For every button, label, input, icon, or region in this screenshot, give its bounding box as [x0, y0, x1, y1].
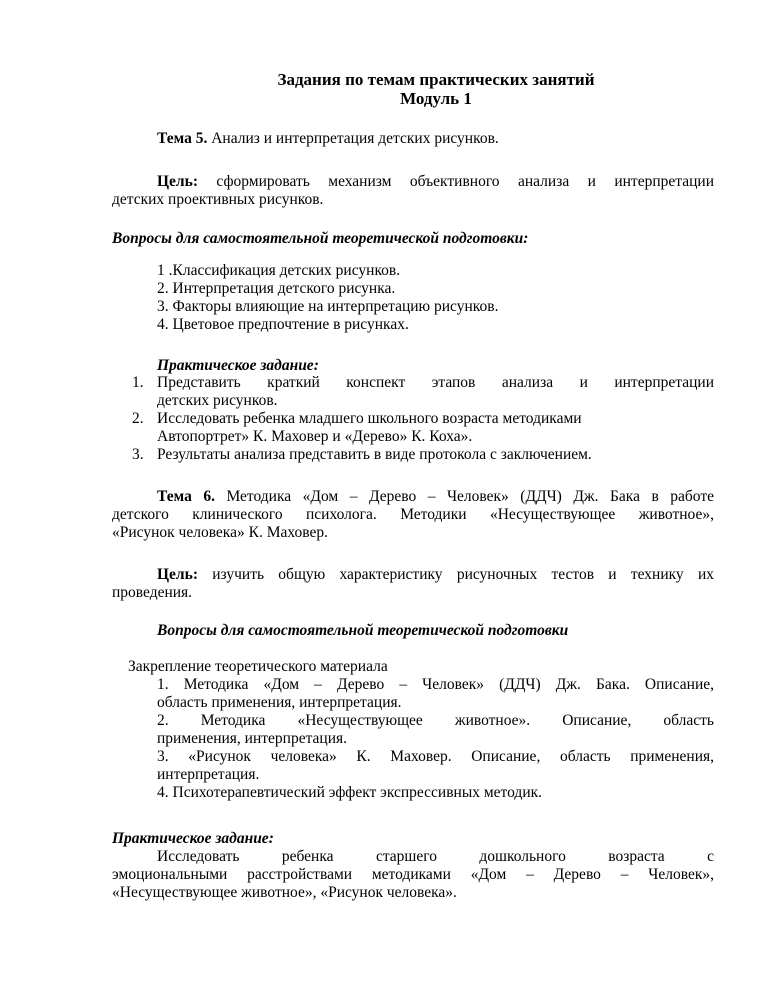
list-number: 1. — [132, 374, 144, 391]
topic6-goal-line2: проведения. — [112, 584, 193, 601]
topic5-goal-line2: детских проективных рисунков. — [112, 191, 324, 208]
topic6-text: Методика «Дом – Дерево – Человек» (ДДЧ) Дж. Бака в работе — [214, 488, 714, 505]
list-item: 2. Методика «Несуществующее животное». Описание, область — [157, 712, 714, 729]
page-subtitle: Модуль 1 — [400, 89, 472, 108]
topic5-heading — [157, 130, 717, 148]
list-item: 2. Интерпретация детского рисунка. — [157, 280, 396, 297]
topic6-heading — [112, 488, 714, 542]
topic5-goal — [112, 173, 714, 209]
list-item: область применения, интерпретация. — [157, 694, 402, 711]
list-item — [112, 446, 714, 464]
list-item — [112, 374, 714, 410]
list-item: 1 .Классификация детских рисунков. — [157, 262, 401, 279]
topic6-questions-heading: Вопросы для самостоятельной теоретической подготовки — [157, 622, 569, 639]
list-item-line: Исследовать ребенка младшего школьного возраста методиками — [157, 410, 582, 427]
topic5-label: Тема 5. — [157, 130, 208, 147]
list-item-line: Результаты анализа представить в виде протокола с заключением. — [157, 446, 592, 463]
topic5-questions-heading: Вопросы для самостоятельной теоретической подготовки: — [112, 230, 529, 247]
topic5-text: Анализ и интерпретация детских рисунков. — [207, 130, 499, 147]
topic5-goal-text: сформировать механизм объективного анализа и интерпретации — [198, 173, 714, 190]
list-item-line: детских рисунков. — [157, 392, 278, 409]
list-item: применения, интерпретация. — [157, 730, 348, 747]
list-item: 3. «Рисунок человека» К. Маховер. Описание, область применения, — [157, 748, 714, 765]
topic6-line1 — [112, 488, 714, 506]
list-item: 4. Цветовое предпочтение в рисунках. — [157, 316, 409, 333]
list-item: интерпретация. — [157, 766, 260, 783]
topic6-practical-heading: Практическое задание: — [112, 830, 274, 847]
topic5-goal-line1 — [112, 173, 714, 191]
topic6-items — [157, 676, 714, 802]
topic6-goal-label: Цель: — [157, 566, 198, 583]
list-item-line: Автопортрет» К. Маховер и «Дерево» К. Коха». — [157, 428, 473, 445]
list-item — [112, 410, 714, 446]
list-item: 3. Факторы влияющие на интерпретацию рисунков. — [157, 298, 499, 315]
list-item-line: Представить краткий конспект этапов анализа и интерпретации — [157, 374, 714, 391]
topic6-consolidation: Закрепление теоретического материала — [128, 658, 388, 675]
topic5-goal-label: Цель: — [157, 173, 198, 190]
topic5-practical-list — [112, 374, 714, 464]
topic6-line2: детского клинического психолога. Методики «Несуществующее животное», — [112, 506, 714, 523]
topic6-goal-line1 — [112, 566, 714, 584]
topic6-line3: «Рисунок человека» К. Маховер. — [112, 524, 329, 541]
page-title: Задания по темам практических занятий — [277, 70, 595, 89]
list-number: 2. — [132, 410, 144, 427]
topic6-practical-line1: Исследовать ребенка старшего дошкольного возраста с — [157, 848, 714, 865]
topic6-practical-line2: эмоциональными расстройствами методиками «Дом – Дерево – Человек», — [112, 866, 714, 883]
list-item: 1. Методика «Дом – Дерево – Человек» (ДДЧ) Дж. Бака. Описание, — [157, 676, 714, 693]
topic6-goal-text: изучить общую характеристику рисуночных тестов и технику их — [198, 566, 714, 583]
topic5-questions-list — [157, 262, 498, 334]
topic6-goal — [112, 566, 714, 602]
topic6-label: Тема 6. — [157, 488, 215, 505]
list-item: 4. Психотерапевтический эффект экспрессивных методик. — [157, 784, 543, 801]
topic6-practical — [112, 848, 714, 902]
list-number: 3. — [132, 446, 144, 463]
topic6-practical-line3: «Несуществующее животное», «Рисунок человека». — [112, 884, 457, 901]
topic5-practical-heading: Практическое задание: — [157, 357, 319, 374]
